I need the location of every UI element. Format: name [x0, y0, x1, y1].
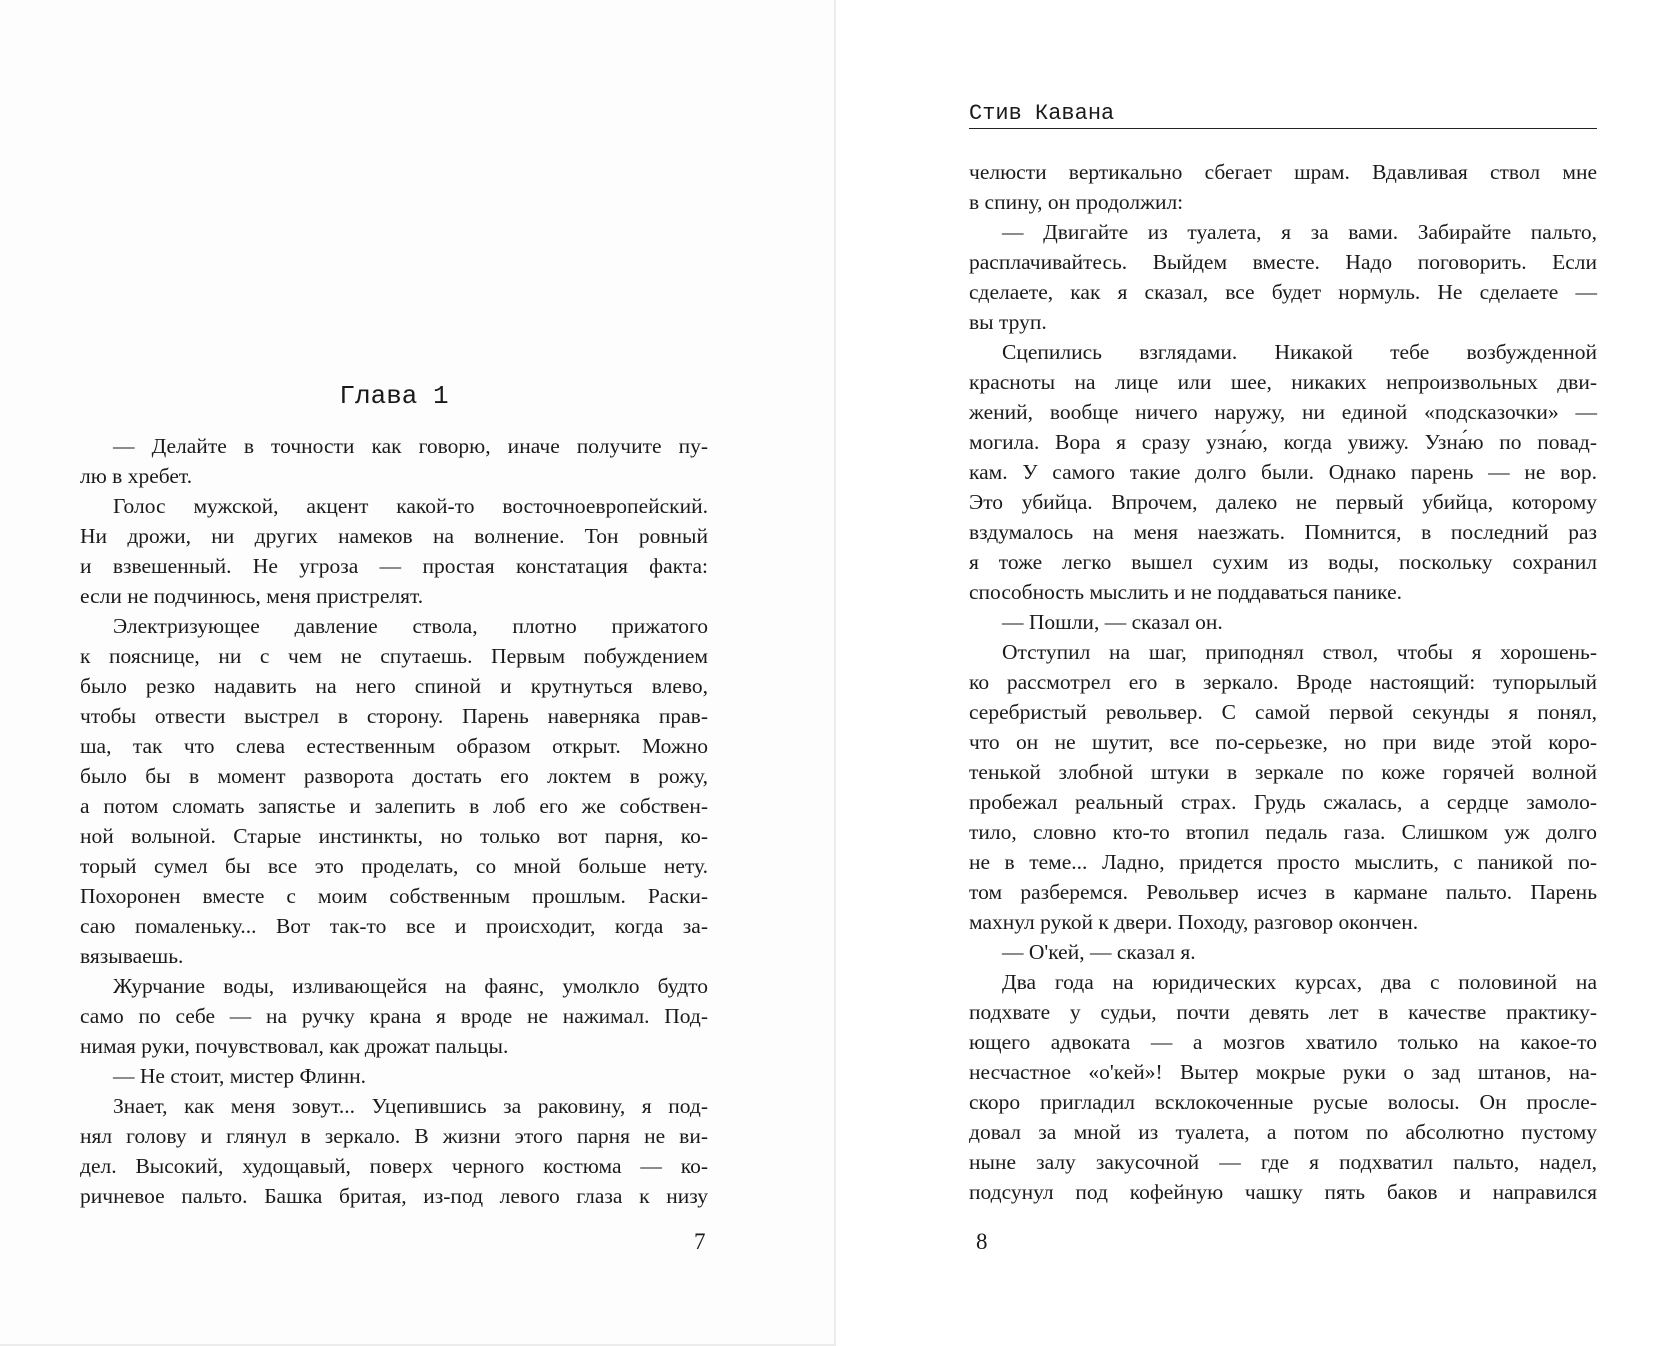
text-line: жений, вообще ничего наружу, ни единой «подсказочки» —: [969, 400, 1597, 424]
text-line: красноты на лице или шее, никаких непроизвольных дви-: [969, 370, 1597, 394]
text-line: Знает, как меня зовут... Уцепившись за раковину, я под-: [113, 1094, 708, 1118]
page-number: 7: [694, 1229, 706, 1254]
text-line: Похоронен вместе с моим собственным прошлым. Раски-: [80, 884, 708, 908]
text-line: сделаете, как я сказал, все будет нормуль. Не сделаете —: [969, 280, 1597, 304]
text-line: — Не стоит, мистер Флинн.: [113, 1064, 367, 1088]
text-line: ной волыной. Старые инстинкты, но только вот парня, ко-: [80, 824, 708, 848]
text-line: само по себе — на ручку крана я вроде не нажимал. Под-: [80, 1004, 708, 1028]
text-line: Два года на юридических курсах, два с половиной на: [1002, 970, 1597, 994]
text-line: — Двигайте из туалета, я за вами. Забирайте пальто,: [1002, 220, 1597, 244]
text-line: кам. У самого такие долго были. Однако парень — не вор.: [969, 460, 1597, 484]
running-head-author: Стив Кавана: [969, 100, 1597, 129]
text-line: Голос мужской, акцент какой-то восточноевропейский.: [113, 494, 708, 518]
text-line: подсунул под кофейную чашку пять баков и направился: [969, 1180, 1597, 1204]
text-line: расплачивайтесь. Выйдем вместе. Надо поговорить. Если: [969, 250, 1597, 274]
text-line: саю помаленьку... Вот так-то все и происходит, когда за-: [80, 914, 708, 938]
text-line: если не подчинюсь, меня пристрелят.: [80, 584, 424, 608]
text-line: Отступил на шаг, приподнял ствол, чтобы я хорошень-: [1002, 640, 1597, 664]
text-line: несчастное «о'кей»! Вытер мокрые руки о зад штанов, на-: [969, 1060, 1597, 1084]
text-line: нимая руки, почувствовал, как дрожат пальцы.: [80, 1034, 509, 1058]
chapter-title: Глава 1: [339, 381, 449, 411]
text-line: лю в хребет.: [80, 464, 193, 488]
text-line: ющего адвоката — а мозгов хватило только на какое-то: [969, 1030, 1597, 1054]
text-line: Журчание воды, изливающейся на фаянс, умолкло будто: [113, 974, 708, 998]
text-line: а потом сломать запястье и залепить в лоб его же собствен-: [80, 794, 708, 818]
text-line: тило, словно кто-то втопил педаль газа. Слишком уж долго: [969, 820, 1597, 844]
text-line: ко рассмотрел его в зеркало. Вроде настоящий: тупорылый: [969, 670, 1597, 694]
text-line: ша, так что слева естественным образом открыт. Можно: [80, 734, 708, 758]
text-line: нял голову и глянул в зеркало. В жизни этого парня не ви-: [80, 1124, 708, 1148]
text-line: было бы в момент разворота достать его локтем в рожу,: [80, 764, 708, 788]
text-line: серебристый револьвер. С самой первой секунды я понял,: [969, 700, 1597, 724]
text-line: вязываешь.: [80, 944, 184, 968]
text-line: я тоже легко вышел сухим из воды, поскольку сохранил: [969, 550, 1597, 574]
text-line: том разберемся. Револьвер исчез в кармане пальто. Парень: [969, 880, 1597, 904]
text-line: что он не шутит, все по-серьезке, но при виде этой коро-: [969, 730, 1597, 754]
text-line: пробежал реальный страх. Грудь сжалась, а сердце замоло-: [969, 790, 1597, 814]
text-line: не в теме... Ладно, придется просто мыслить, с паникой по-: [969, 850, 1597, 874]
text-line: Электризующее давление ствола, плотно прижатого: [113, 614, 708, 638]
text-line: челюсти вертикально сбегает шрам. Вдавливая ствол мне: [969, 160, 1597, 184]
text-line: тенькой злобной штуки в зеркале по коже горячей волной: [969, 760, 1597, 784]
left-page: [0, 0, 834, 1346]
text-line: довал за мной из туалета, а потом по абсолютно пустому: [969, 1120, 1597, 1144]
text-line: вы труп.: [969, 310, 1047, 334]
text-line: Это убийца. Впрочем, далеко не первый убийца, которому: [969, 490, 1597, 514]
right-page-body: [969, 157, 1597, 1207]
text-line: способность мыслить и не поддаваться панике.: [969, 580, 1402, 604]
text-line: махнул рукой к двери. Походу, разговор окончен.: [969, 910, 1419, 934]
text-line: в спину, он продолжил:: [969, 190, 1184, 214]
text-line: — О'кей, — сказал я.: [1002, 940, 1196, 964]
text-line: ныне залу закусочной — где я подхватил пальто, надел,: [969, 1150, 1597, 1174]
left-page-body: [80, 431, 708, 1211]
text-line: Сцепились взглядами. Никакой тебе возбужденной: [1002, 340, 1597, 364]
text-line: дел. Высокий, худощавый, поверх черного костюма — ко-: [80, 1154, 708, 1178]
text-line: было резко надавить на него спиной и крутнуться влево,: [80, 674, 708, 698]
text-line: торый сумел бы все это проделать, со мной больше нету.: [80, 854, 708, 878]
text-line: Ни дрожи, ни других намеков на волнение. Тон ровный: [80, 524, 708, 548]
text-line: к пояснице, ни с чем не спутаешь. Первым побуждением: [80, 644, 708, 668]
text-line: вздумалось на меня наезжать. Помнится, в последний раз: [969, 520, 1597, 544]
page-number: 8: [976, 1229, 988, 1254]
text-line: — Делайте в точности как говорю, иначе получите пу-: [113, 434, 708, 458]
text-line: подхвате у судьи, почти девять лет в качестве практику-: [969, 1000, 1597, 1024]
text-line: чтобы отвести выстрел в сторону. Парень наверняка прав-: [80, 704, 708, 728]
text-line: — Пошли, — сказал он.: [1002, 610, 1223, 634]
text-line: могила. Вора я сразу узна́ю, когда увижу. Узна́ю по повад-: [969, 430, 1597, 454]
right-page: [836, 0, 1669, 1346]
text-line: ричневое пальто. Башка бритая, из-под левого глаза к низу: [80, 1184, 708, 1208]
text-line: скоро пригладил всклокоченные русые волосы. Он просле-: [969, 1090, 1597, 1114]
text-line: и взвешенный. Не угроза — простая констатация факта:: [80, 554, 708, 578]
